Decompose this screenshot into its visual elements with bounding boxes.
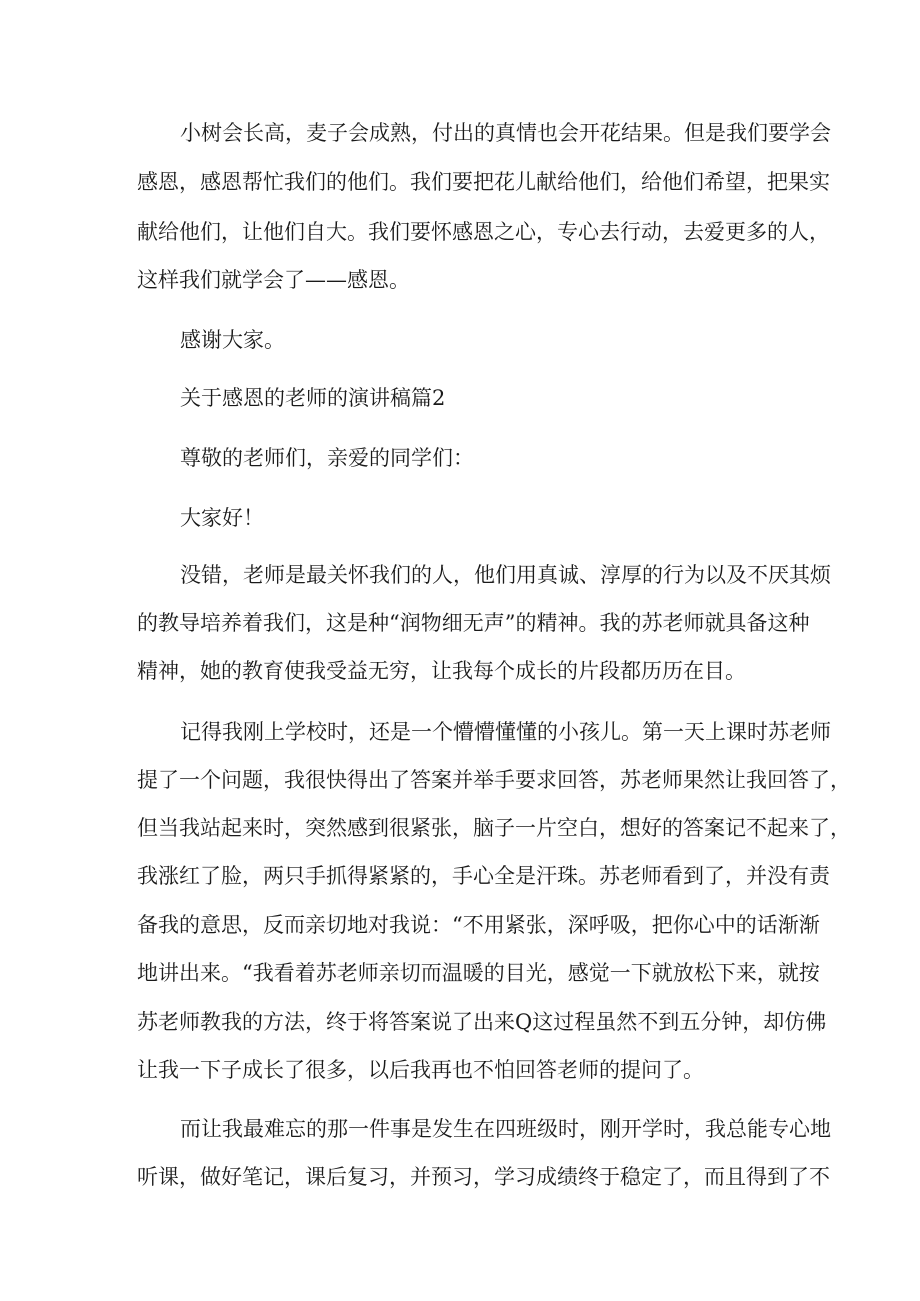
paragraph-line: 苏老师教我的方法，终于将答案说了出来Q这过程虽然不到五分钟，却仿佛 <box>137 1010 827 1034</box>
paragraph-line: 感恩，感恩帮忙我们的他们。我们要把花儿献给他们，给他们希望，把果实 <box>137 170 830 194</box>
paragraph-line: 没错，老师是最关怀我们的人，他们用真诚、淳厚的行为以及不厌其烦 <box>180 563 831 587</box>
paragraph-line: 备我的意思，反而亲切地对我说：“不用紧张，深呼吸，把你心中的话渐渐 <box>137 913 820 937</box>
paragraph-line: 这样我们就学会了——感恩。 <box>137 268 410 292</box>
paragraph-line: 听课，做好笔记，课后复习，并预习，学习成绩终于稳定了，而且得到了不 <box>137 1165 830 1189</box>
salutation-line: 尊敬的老师们，亲爱的同学们： <box>180 446 474 470</box>
paragraph-line: 记得我刚上学校时，还是一个懵懵懂懂的小孩儿。第一天上课时苏老师 <box>180 720 831 744</box>
paragraph-line: 小树会长高，麦子会成熟，付出的真情也会开花结果。但是我们要学会 <box>180 121 831 145</box>
greeting-line: 大家好！ <box>180 506 264 530</box>
paragraph-line: 而让我最难忘的那一件事是发生在四班级时，刚开学时，我总能专心地 <box>180 1117 831 1141</box>
paragraph-line: 的教导培养着我们，这是种“润物细无声”的精神。我的苏老师就具备这种 <box>137 611 810 635</box>
paragraph-line: 提了一个问题，我很快得出了答案并举手要求回答，苏老师果然让我回答了， <box>137 768 851 792</box>
paragraph-line: 让我一下子成长了很多，以后我再也不怕回答老师的提问了。 <box>137 1058 704 1082</box>
section-heading: 关于感恩的老师的演讲稿篇2 <box>180 386 446 410</box>
paragraph-line: 精神，她的教育使我受益无穷，让我每个成长的片段都历历在目。 <box>137 659 746 683</box>
paragraph-line: 地讲出来。“我看着苏老师亲切而温暖的目光，感觉一下就放松下来，就按 <box>137 961 820 985</box>
closing-line: 感谢大家。 <box>180 328 285 352</box>
paragraph-line: 我涨红了脸，两只手抓得紧紧的，手心全是汗珠。苏老师看到了，并没有责 <box>137 864 830 888</box>
paragraph-line: 献给他们，让他们自大。我们要怀感恩之心，专心去行动，去爱更多的人， <box>137 220 830 244</box>
paragraph-line: 但当我站起来时，突然感到很紧张，脑子一片空白，想好的答案记不起来了， <box>137 816 851 840</box>
